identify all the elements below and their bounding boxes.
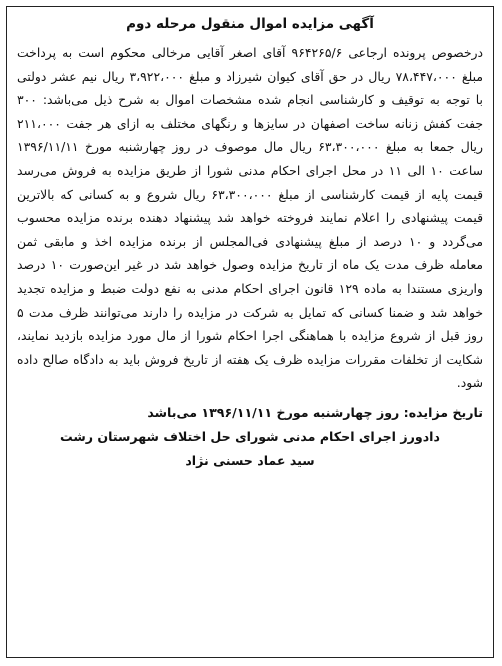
notice-footer bbox=[17, 401, 483, 473]
auction-date: تاریخ مزایده: روز چهارشنبه مورخ ۱۳۹۶/۱۱/۱۱ می‌باشد bbox=[147, 404, 483, 420]
signatory-name: سید عماد حسنی نژاد bbox=[185, 452, 315, 468]
issuer-line: دادورز اجرای احکام مدنی شورای حل اختلاف شهرستان رشت bbox=[60, 428, 440, 444]
notice-title: آگهی مزایده اموال منقول مرحله دوم bbox=[126, 16, 374, 32]
auction-notice bbox=[6, 6, 494, 658]
notice-body: درخصوص پرونده ارجاعی ۹۶۴۲۶۵/۶ آقای اصغر آقایی مرخالی محکوم است به پرداخت مبلغ ۷۸،۴۴۷،۰۰۰ ریال در حق آقای کیوان شیرزاد و مبلغ ۳،۹۲۲،۰۰۰ ریال نیم عشر دولتی با توجه به توقیف و کارشناسی انجام شده مشخصات اموال به شرح ذیل می‌باشد: ۳۰۰ جفت کفش زنانه ساخت اصفهان در سایزها و رنگهای مختلف به ازای هر جفت ۲۱۱،۰۰۰ ریال جمعا به مبلغ ۶۳،۳۰۰،۰۰۰ ریال مال موصوف در روز چهارشنبه مورخ ۱۳۹۶/۱۱/۱۱ ساعت ۱۰ الی ۱۱ در محل اجرای احکام مدنی شورا از طریق مزایده به فروش می‌رسد قیمت پایه از قیمت کارشناسی از مبلغ ۶۳،۳۰۰،۰۰۰ ریال شروع و به کسانی که بالاترین قیمت پیشنهادی را اعلام نمایند فروخته خواهد شد پیشنهاد دهنده برنده مزایده محسوب می‌گردد و ۱۰ درصد از مبلغ پیشنهادی فی‌المجلس از برنده مزایده اخذ و مابقی ثمن معامله ظرف مدت یک ماه از تاریخ مزایده وصول خواهد شد در غیر این‌صورت ۱۰ درصد واریزی مستندا به ماده ۱۲۹ قانون اجرای احکام مدنی به نفع دولت ضبط و مزایده تجدید خواهد شد و ضمنا کسانی که تمایل به شرکت در مزایده را دارند می‌توانند ظرف مدت ۵ روز قبل از شروع مزایده با هماهنگی اجرا احکام شورا از مال مورد مزایده بازدید نمایند، شکایت از تخلفات مقررات مزایده ظرف یک هفته از تاریخ فروش باید به دادگاه صالح داده شود. bbox=[17, 45, 484, 391]
